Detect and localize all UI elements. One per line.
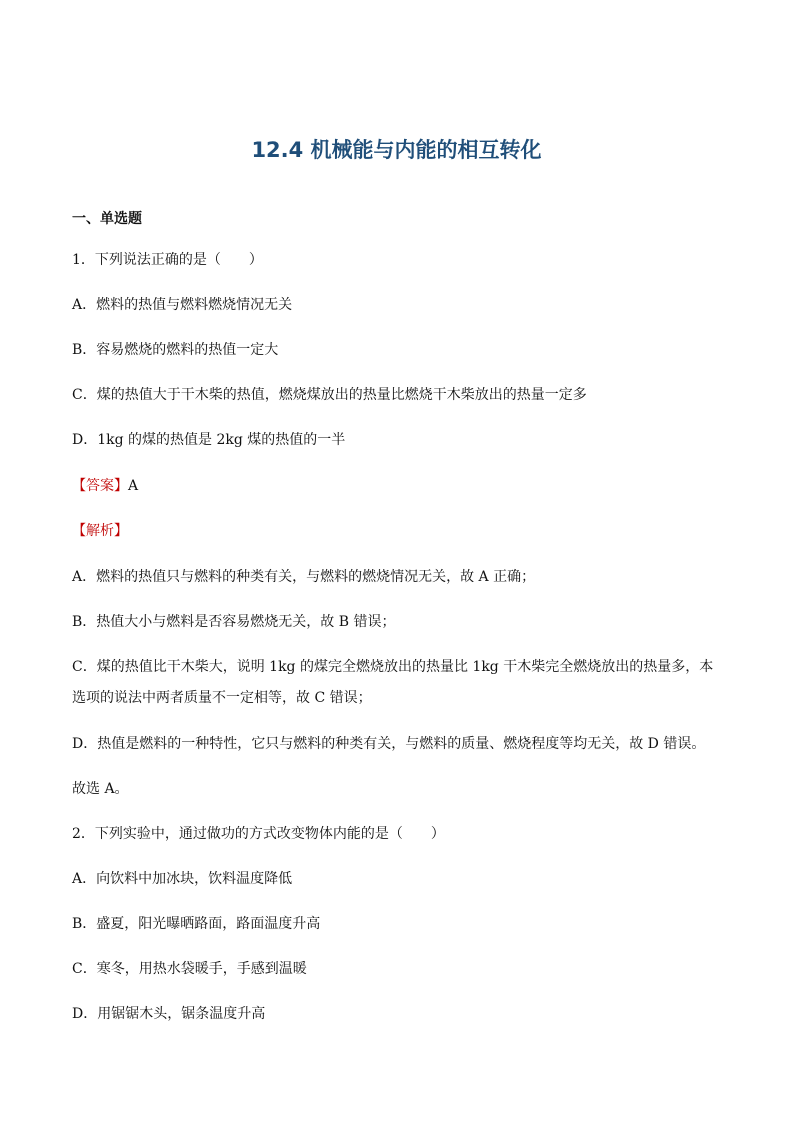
answer-value: A — [128, 478, 139, 494]
question-1-option-a: A．燃料的热值与燃料燃烧情况无关 — [72, 297, 293, 313]
question-1-stem: 1．下列说法正确的是（ ） — [72, 252, 263, 268]
question-2-option-a: A．向饮料中加冰块，饮料温度降低 — [72, 871, 293, 887]
question-2-option-d: D．用锯锯木头，锯条温度升高 — [72, 1006, 266, 1022]
question-1-option-d: D．1kg 的煤的热值是 2kg 煤的热值的一半 — [72, 432, 346, 448]
analysis-line-a: A．燃料的热值只与燃料的种类有关，与燃料的燃烧情况无关，故 A 正确； — [72, 569, 536, 585]
conclusion: 故选 A。 — [72, 781, 129, 797]
question-1-option-b: B．容易燃烧的燃料的热值一定大 — [72, 342, 279, 358]
question-1-option-c: C．煤的热值大于干木柴的热值，燃烧煤放出的热量比燃烧干木柴放出的热量一定多 — [72, 387, 587, 403]
analysis-line-c-cont: 选项的说法中两者质量不一定相等，故 C 错误； — [72, 690, 372, 706]
document-title: 12.4 机械能与内能的相互转化 — [251, 138, 542, 162]
analysis-line-d: D．热值是燃料的一种特性，它只与燃料的种类有关，与燃料的质量、燃烧程度等均无关，故 D 错误。 — [72, 736, 706, 752]
section-heading: 一、单选题 — [72, 211, 142, 227]
answer-line — [72, 476, 732, 496]
analysis-line-b: B．热值大小与燃料是否容易燃烧无关，故 B 错误； — [72, 614, 396, 630]
question-2-stem: 2．下列实验中，通过做功的方式改变物体内能的是（ ） — [72, 826, 445, 842]
question-2-option-c: C．寒冬，用热水袋暖手，手感到温暖 — [72, 961, 307, 977]
question-2-option-b: B．盛夏，阳光曝晒路面，路面温度升高 — [72, 916, 321, 932]
analysis-tag: 【解析】 — [72, 523, 128, 539]
answer-tag: 【答案】 — [72, 478, 128, 494]
analysis-line-c: C．煤的热值比干木柴大，说明 1kg 的煤完全燃烧放出的热量比 1kg 干木柴完全燃烧放出的热量多，本 — [72, 659, 714, 675]
